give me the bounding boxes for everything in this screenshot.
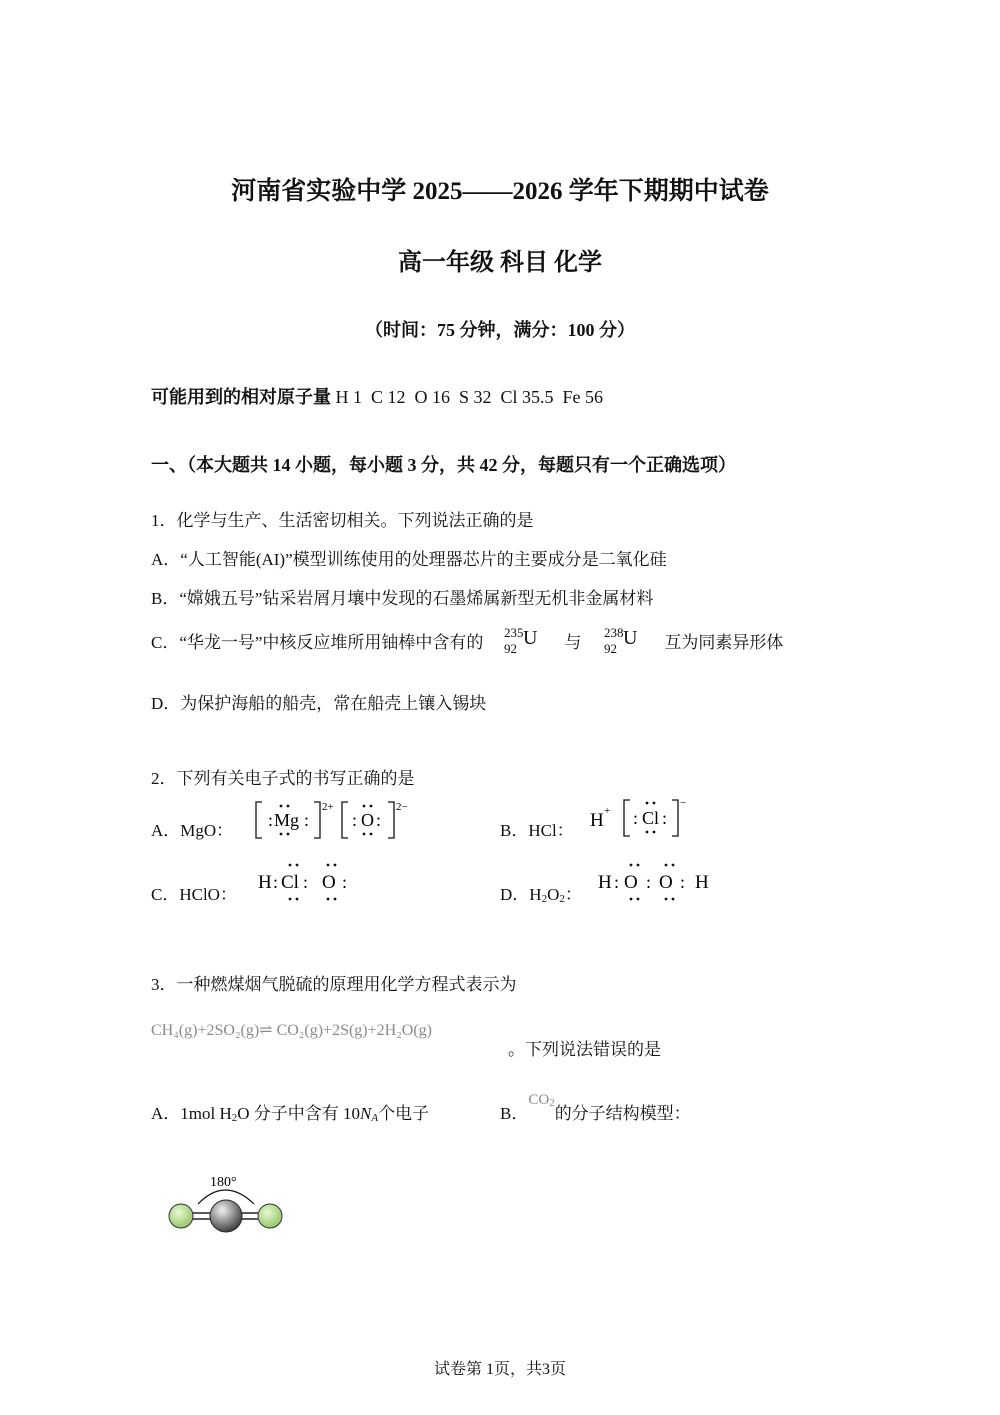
iso2-mass: 238 <box>603 625 624 641</box>
q1-option-b: B．“嫦娥五号”钻采岩屑月壤中发现的石墨烯属新型无机非金属材料 <box>151 589 654 608</box>
bracket-left-mg <box>256 802 262 838</box>
d-label-mid: O <box>547 885 560 904</box>
q3-equation: CH₄(g)+2SO₂(g)⇌ CO₂(g)+2S(g)+2H₂O(g) <box>151 1022 432 1039</box>
cl-dot-right: : <box>662 808 668 828</box>
exam-title: 河南省实验中学 2025——2026 学年下期期中试卷 <box>231 178 769 205</box>
iso1-element: U <box>522 627 538 650</box>
mgo-electron-formula <box>250 798 420 843</box>
iso1-number: 92 <box>503 641 517 657</box>
q3-a-prefix: A．1mol H <box>151 1104 232 1123</box>
o-symbol: O <box>361 810 374 830</box>
section-1-heading: 一、（本大题共 14 小题，每小题 3 分，共 42 分，每题只有一个正确选项） <box>151 455 736 475</box>
o-dot-left: : <box>352 810 358 830</box>
oxygen-atom-right <box>258 1204 282 1228</box>
h2o2-o1-symbol: O <box>624 872 638 893</box>
q1-option-d: D．为保护海船的船壳，常在船壳上镶入锡块 <box>151 694 487 713</box>
q2-option-d-label <box>500 880 582 905</box>
hcl-h-charge: + <box>604 805 611 817</box>
atomic-masses <box>151 383 603 409</box>
cl-dot-left: : <box>633 808 639 828</box>
o-dot-right: : <box>376 810 382 830</box>
h2o2-dot-3: : <box>680 872 686 892</box>
hcl-cl-symbol: Cl <box>642 808 660 828</box>
hcl-cl-charge: − <box>680 797 687 809</box>
co2-molecule-model <box>160 1166 295 1238</box>
h2o2-dot-2: : <box>646 872 652 892</box>
mg-charge: 2+ <box>322 801 334 813</box>
q1-c-suffix: 互为同素异形体 <box>664 633 784 652</box>
q3-a-na: N <box>360 1104 372 1123</box>
h2o2-o2-symbol: O <box>659 872 673 893</box>
hclo-dot-3: : <box>342 872 348 892</box>
carbon-atom <box>210 1200 242 1232</box>
bracket-left-o <box>342 802 348 838</box>
q2-option-b-label: B．HCl： <box>500 821 574 840</box>
page-footer: 试卷第 1页，共3页 <box>433 1361 566 1378</box>
isotope-u235 <box>503 625 542 659</box>
atomic-masses-label: 可能用到的相对原子量 <box>151 387 331 407</box>
time-info: （时间：75 分钟，满分：100 分） <box>365 320 635 340</box>
mg-symbol: Mg <box>274 810 300 830</box>
bond-angle-label: 180° <box>210 1175 237 1190</box>
q3-b-formula-sub: 2 <box>549 1097 555 1109</box>
hcl-h-symbol: H <box>590 810 604 831</box>
q2-stem: 2．下列有关电子式的书写正确的是 <box>151 769 415 788</box>
q3-a-na-sub: A <box>371 1112 379 1124</box>
mg-dot-right: : <box>304 810 310 830</box>
bracket-right-mg <box>314 802 320 838</box>
mg-dot-left: : <box>268 810 274 830</box>
iso2-element: U <box>622 627 638 650</box>
q1-option-a: A．“人工智能(AI)”模型训练使用的处理器芯片的主要成分是二氧化硅 <box>151 550 667 569</box>
hclo-dot-2: : <box>303 872 309 892</box>
exam-subtitle: 高一年级 科目 化学 <box>398 250 602 276</box>
q3-stem: 3．一种燃煤烟气脱硫的原理用化学方程式表示为 <box>151 975 517 994</box>
q1-c-prefix: C．“华龙一号”中核反应堆所用铀棒中含有的 <box>151 633 484 652</box>
hclo-o-symbol: O <box>322 872 336 893</box>
q3-b-suffix: 的分子结构模型： <box>554 1104 691 1123</box>
hclo-cl-symbol: Cl <box>281 872 299 893</box>
d-label-sub2: 2 <box>559 893 565 905</box>
hcl-electron-formula <box>588 796 698 841</box>
q2-option-a-label: A．MgO： <box>151 821 234 840</box>
hclo-dot-1: : <box>273 872 279 892</box>
hcl-bracket-left <box>624 800 630 836</box>
hcl-bracket-right <box>672 800 678 836</box>
q3-option-b <box>500 1092 691 1124</box>
bracket-right-o <box>388 802 394 838</box>
q2-option-c-label: C．HClO： <box>151 885 237 904</box>
d-label-prefix: D．H <box>500 885 542 904</box>
isotope-u238 <box>603 625 642 659</box>
d-label-sub1: 2 <box>541 893 548 905</box>
h2o2-h2-symbol: H <box>695 872 709 893</box>
atomic-masses-values: H 1 C 12 O 16 S 32 Cl 35.5 Fe 56 <box>335 387 604 407</box>
q1-c-mid: 与 <box>564 633 582 652</box>
q3-equation-tail: 。下列说法错误的是 <box>508 1040 661 1059</box>
o-charge: 2− <box>396 801 408 813</box>
hclo-electron-formula <box>256 858 366 906</box>
oxygen-atom-left <box>169 1204 193 1228</box>
q3-a-mid: O 分子中含有 10 <box>237 1104 361 1123</box>
q1-option-c <box>151 625 784 659</box>
iso2-number: 92 <box>603 641 617 657</box>
h2o2-h1-symbol: H <box>598 872 612 893</box>
q1-stem: 1．化学与生产、生活密切相关。下列说法正确的是 <box>151 511 534 530</box>
h2o2-dot-1: : <box>614 872 620 892</box>
d-label-suffix: ： <box>564 885 582 904</box>
q3-a-suffix: 个电子 <box>378 1104 430 1123</box>
iso1-mass: 235 <box>503 625 524 641</box>
q3-a-sub: 2 <box>231 1112 238 1124</box>
q3-option-a <box>151 1099 429 1124</box>
q3-b-prefix: B． <box>500 1104 529 1123</box>
q3-b-formula-text: CO <box>528 1092 550 1108</box>
h2o2-electron-formula <box>596 858 726 906</box>
q3-b-formula <box>528 1092 554 1108</box>
hclo-h-symbol: H <box>258 872 272 893</box>
